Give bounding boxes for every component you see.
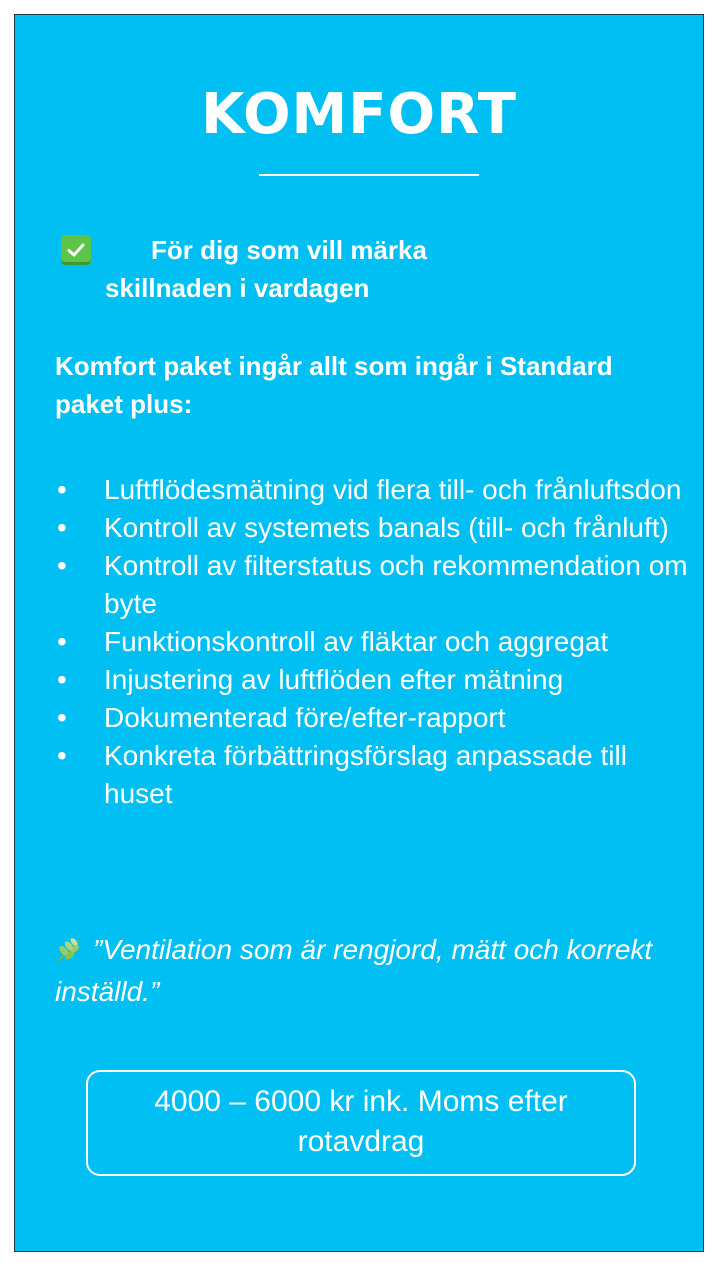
feature-item xyxy=(55,699,695,737)
feature-item xyxy=(55,471,695,509)
feature-text: Kontroll av filterstatus och rekommendation om byte xyxy=(104,550,688,619)
check-mark-icon xyxy=(61,235,91,265)
quote-text: ”Ventilation som är rengjord, mätt och korrekt inställd.” xyxy=(55,934,653,1007)
price-box xyxy=(86,1070,636,1176)
bullet: • xyxy=(57,512,67,543)
bullet: • xyxy=(57,664,67,695)
feature-text: Konkreta förbättringsförslag anpassade till huset xyxy=(104,740,627,809)
feature-item xyxy=(55,547,695,623)
tagline-line-2: skillnaden i vardagen xyxy=(105,273,370,303)
feature-item xyxy=(55,623,695,661)
feature-text: Dokumenterad före/efter-rapport xyxy=(104,702,506,733)
feature-item xyxy=(55,661,695,699)
bullet: • xyxy=(57,626,67,657)
quote xyxy=(55,931,665,1011)
intro-text: Komfort paket ingår allt som ingår i Standard paket plus: xyxy=(55,351,613,419)
title-divider xyxy=(259,174,479,176)
komfort-card xyxy=(14,14,704,1252)
bullet: • xyxy=(57,740,67,771)
feature-text: Luftflödesmätning vid flera till- och frånluftsdon xyxy=(104,474,682,505)
bullet: • xyxy=(57,550,67,581)
feature-list xyxy=(55,471,695,813)
price-text: 4000 – 6000 kr ink. Moms efter rotavdrag xyxy=(154,1085,568,1158)
leaf-icon xyxy=(55,935,85,973)
feature-text: Injustering av luftflöden efter mätning xyxy=(104,664,564,695)
feature-item xyxy=(55,509,695,547)
feature-text: Funktionskontroll av fläktar och aggregat xyxy=(104,626,609,657)
bullet: • xyxy=(57,474,67,505)
tagline-line-1: För dig som vill märka xyxy=(151,235,427,265)
bullet: • xyxy=(57,702,67,733)
feature-item xyxy=(55,737,695,813)
page-title: KOMFORT xyxy=(201,82,517,147)
feature-text: Kontroll av systemets banals (till- och frånluft) xyxy=(104,512,669,543)
